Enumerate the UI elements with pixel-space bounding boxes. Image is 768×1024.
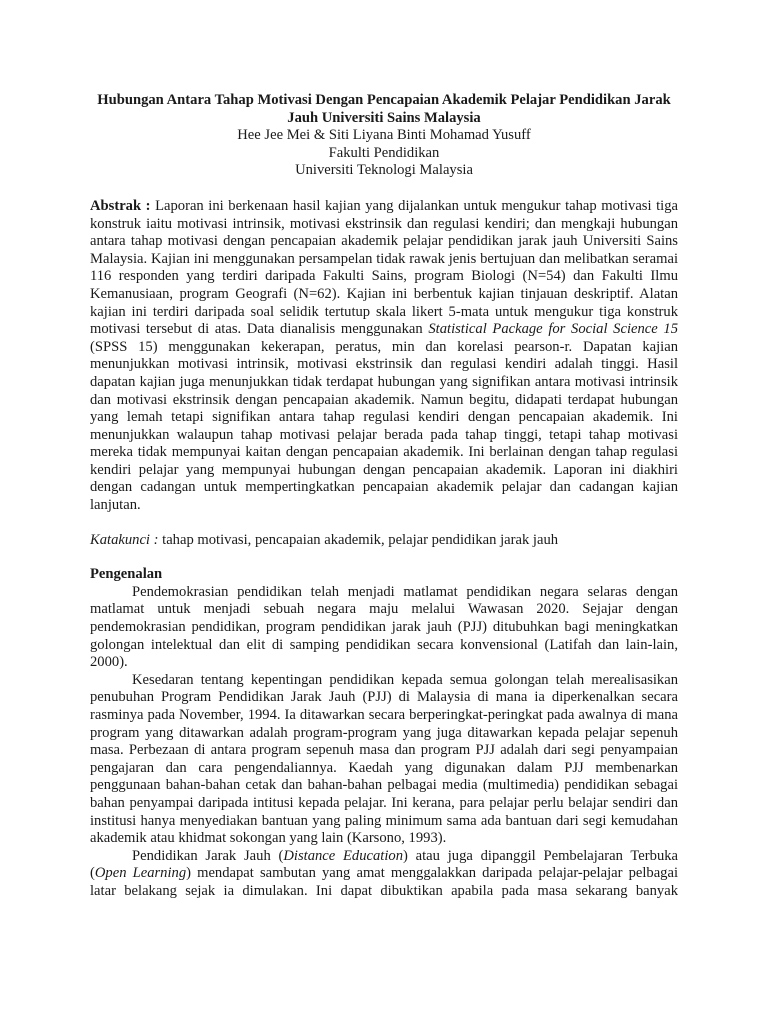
intro-paragraph-3 [90,848,678,901]
abstract-label: Abstrak : [90,197,151,214]
title-block [90,92,678,180]
paper-page [90,92,678,901]
keywords [90,532,678,550]
abstract [90,198,678,515]
abstract-text-part1: Laporan ini berkenaan hasil kajian yang dijalankan untuk mengukur tahap motivasi tiga konstruk iaitu motivasi intrinsik, motivasi ekstrinsik dan regulasi kendiri; dan mengkaji hubungan antara tahap motivasi dengan pencapaian akademik pelajar pendidikan jarak jauh Universiti Sains Malaysia. Kajian ini menggunakan persampelan tidak rawak jenis bertujuan dan melibatkan seramai 116 responden yang terdiri daripada Fakulti Sains, program Biologi (N=54) dan Fakulti Ilmu Kemanusiaan, program Geografi (N=62). Kajian ini berbentuk kajian tinjauan deskriptif. Alatan kajian ini terdiri daripada soal selidik tertutup skala likert 5-mata untuk mengukur tiga konstruk motivasi tersebut di atas. Data dianalisis menggunakan [90,197,678,338]
abstract-text-part2: (SPSS 15) menggunakan kekerapan, peratus, min dan korelasi pearson-r. Dapatan kajian menunjukkan motivasi intrinsik, motivasi ekstrinsik dan regulasi kendiri adalah tinggi. Hasil dapatan kajian juga menunjukkan tidak terdapat hubungan yang signifikan antara motivasi intrinsik dan motivasi ekstrinsik dengan pencapaian akademik. Namun begitu, didapati terdapat hubungan yang lemah tetapi signifikan antara tahap regulasi kendiri dengan pencapaian akademik. Ini menunjukkan walaupun tahap motivasi pelajar berada pada tahap tinggi, tetapi tahap motivasi mereka tidak mempunyai kaitan dengan pencapaian akademik. Ini berlainan dengan tahap regulasi kendiri pelajar yang mempunyai hubungan dengan pencapaian akademik. Laporan ini diakhiri dengan cadangan untuk mempertingkatkan pencapaian akademik pelajar dan cadangan kajian lanjutan. [90,338,678,514]
intro-p3-text-b: ) atau juga dipanggil Pembelajaran Terbuka ( [90,847,679,882]
intro-paragraph-1: Pendemokrasian pendidikan telah menjadi matlamat pendidikan negara selaras dengan matlamat untuk menjadi sebuah negara maju melalui Wawasan 2020. Sejajar dengan pendemokrasian pendidikan, program pendidikan jarak jauh (PJJ) ditubuhkan bagi meningkatkan golongan intelektual dan elit di samping pendidikan secara konvensional (Latifah dan lain-lain, 2000). [90,583,678,671]
intro-p3-term-open-learning: Open Learning [94,865,187,882]
authors: Hee Jee Mei & Siti Liyana Binti Mohamad Yusuff [237,127,531,144]
keywords-label: Katakunci : [90,531,159,548]
intro-p3-term-distance-education: Distance Education [283,847,404,864]
intro-body [90,584,678,901]
intro-p3-text-a: Pendidikan Jarak Jauh ( [132,847,284,864]
intro-paragraph-2: Kesedaran tentang kepentingan pendidikan kepada semua golongan telah merealisasikan penubuhan Program Pendidikan Jarak Jauh (PJJ) di Malaysia di mana ia diperkenalkan secara rasminya pada November, 1994. Ia ditawarkan secara berperingkat-peringkat pada awalnya di mana program yang ditawarkan adalah program-program yang juga ditawarkan kepada pelajar sepenuh masa. Perbezaan di antara program sepenuh masa dan program PJJ adalah dari segi penyampaian pengajaran dan cara pengendaliannya. Kaedah yang digunakan dalam PJJ membenarkan penggunaan bahan-bahan cetak dan bahan-bahan pelbagai media (multimedia) pendidikan sebagai bahan penyampai daripada intitusi kepada pelajar. Ini kerana, para pelajar perlu belajar sendiri dan institusi hanya menyediakan bantuan yang paling minimum sama ada bantuan dari segi kemudahan akademik atau khidmat sokongan yang lain (Karsono, 1993). [90,671,678,847]
paper-title: Hubungan Antara Tahap Motivasi Dengan Pencapaian Akademik Pelajar Pendidikan Jarak Jauh Universiti Sains Malaysia [97,92,671,126]
keywords-text: tahap motivasi, pencapaian akademik, pelajar pendidikan jarak jauh [158,531,559,548]
abstract-software: Statistical Package for Social Science 15 [428,321,678,338]
section-heading-intro: Pengenalan [90,566,163,583]
university: Universiti Teknologi Malaysia [295,162,473,179]
faculty: Fakulti Pendidikan [328,144,440,161]
intro-p3-text-c: ) mendapat sambutan yang amat menggalakkan daripada pelajar-pelajar pelbagai latar belakang sejak ia dimulakan. Ini dapat dibuktikan apabila pada masa sekarang banyak [90,865,678,899]
